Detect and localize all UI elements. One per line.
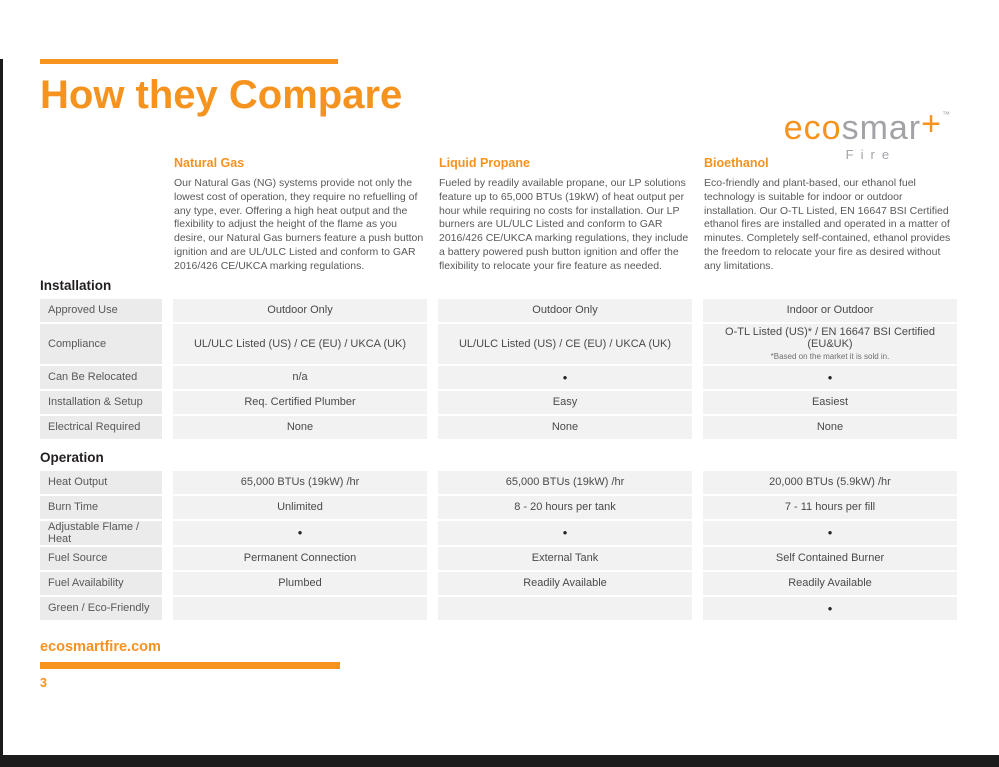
row-value <box>438 324 692 364</box>
row-value <box>703 496 957 519</box>
column-description: Eco-friendly and plant-based, our ethanol fuel technology is suitable for indoor or outdoor installation. Our O-TL Listed, EN 16647 BSI Certified ethanol fires are installed and operated in a matter of minutes. Completely self-contained, ethanol provides the freedom to relocate your fire as desired without any limitations. <box>704 177 951 272</box>
row-value <box>703 391 957 414</box>
row-value <box>703 521 957 545</box>
row-label: Fuel Availability <box>40 572 162 595</box>
row-value-text: 65,000 BTUs (19kW) /hr <box>240 476 360 489</box>
brand-logo <box>783 105 951 162</box>
row-value <box>173 366 427 389</box>
row-label: Approved Use <box>40 299 162 322</box>
row-value <box>173 572 427 595</box>
row-value-text: Permanent Connection <box>243 552 357 565</box>
brand-logo-smart: smar <box>841 109 922 147</box>
brand-logo-eco: eco <box>783 109 842 147</box>
trademark-symbol: ™ <box>942 110 951 119</box>
row-value <box>703 366 957 389</box>
row-value <box>703 597 957 620</box>
row-value-text: 65,000 BTUs (19kW) /hr <box>505 476 625 489</box>
row-label: Installation & Setup <box>40 391 162 414</box>
row-label: Green / Eco-Friendly <box>40 597 162 620</box>
row-value <box>173 521 427 545</box>
row-value-text: Readily Available <box>788 577 872 590</box>
row-value-footnote: *Based on the market it is sold in. <box>770 352 890 362</box>
row-value <box>438 416 692 439</box>
column-header: Liquid Propane <box>439 156 530 170</box>
row-value <box>173 597 427 620</box>
title-rule <box>40 59 338 64</box>
page-footer <box>40 639 958 690</box>
row-value-text: 20,000 BTUs (5.9kW) /hr <box>769 476 891 489</box>
document-page <box>0 59 999 690</box>
row-value-text: n/a <box>292 371 308 384</box>
row-value <box>438 521 692 545</box>
row-label: Electrical Required <box>40 416 162 439</box>
row-value-text: Indoor or Outdoor <box>786 304 874 317</box>
row-value <box>703 547 957 570</box>
plus-icon: + <box>921 105 942 143</box>
brand-logo-wordmark <box>783 105 951 147</box>
row-value <box>173 391 427 414</box>
row-value-text: • <box>562 525 568 541</box>
page-left-edge <box>0 59 3 767</box>
row-value-text: • <box>827 600 833 616</box>
row-value <box>703 416 957 439</box>
row-value-text: Req. Certified Plumber <box>244 396 356 409</box>
row-value <box>173 299 427 322</box>
row-value <box>703 299 957 322</box>
row-value-text: Readily Available <box>523 577 607 590</box>
row-label: Burn Time <box>40 496 162 519</box>
row-value-text: Plumbed <box>278 577 322 590</box>
row-label: Can Be Relocated <box>40 366 162 389</box>
row-value <box>173 416 427 439</box>
comparison-table <box>40 278 958 620</box>
row-value-text: • <box>562 369 568 385</box>
row-value <box>438 299 692 322</box>
row-value-text: None <box>551 421 579 434</box>
row-value-text: UL/ULC Listed (US) / CE (EU) / UKCA (UK) <box>193 337 407 350</box>
row-label: Fuel Source <box>40 547 162 570</box>
section-title: Operation <box>40 449 104 465</box>
page-title: How they Compare <box>40 73 403 117</box>
row-value <box>438 391 692 414</box>
row-value-text: Easy <box>552 396 578 409</box>
row-value-text: UL/ULC Listed (US) / CE (EU) / UKCA (UK) <box>458 337 672 350</box>
section-title: Installation <box>40 277 112 293</box>
row-value <box>173 496 427 519</box>
row-value-text: None <box>286 421 314 434</box>
section-rows <box>40 471 958 620</box>
row-value <box>173 471 427 494</box>
row-value-text: • <box>827 369 833 385</box>
row-label: Compliance <box>40 324 162 364</box>
row-value-text: • <box>827 525 833 541</box>
row-value <box>438 572 692 595</box>
row-value-text: Outdoor Only <box>267 304 333 317</box>
page-number: 3 <box>40 675 47 690</box>
row-value-text: Unlimited <box>277 501 323 514</box>
columns-grid <box>40 156 958 274</box>
section-rows <box>40 299 958 439</box>
column-header: Bioethanol <box>704 156 769 170</box>
row-value-text: None <box>816 421 844 434</box>
row-label: Adjustable Flame / Heat <box>40 521 162 545</box>
row-label: Heat Output <box>40 471 162 494</box>
row-value <box>703 572 957 595</box>
row-value-text: Self Contained Burner <box>775 552 885 565</box>
column-description-spacer <box>40 170 162 274</box>
column-header-spacer <box>40 156 162 170</box>
row-value-text: O-TL Listed (US)* / EN 16647 BSI Certified (EU&UK) <box>725 326 935 351</box>
row-value <box>438 597 692 620</box>
footer-rule <box>40 662 340 669</box>
row-value-text: 7 - 11 hours per fill <box>784 501 876 514</box>
row-value <box>438 471 692 494</box>
row-value <box>438 547 692 570</box>
row-value <box>173 324 427 364</box>
row-value-text: External Tank <box>531 552 599 565</box>
row-value-text: • <box>297 525 303 541</box>
row-value-text: Outdoor Only <box>532 304 598 317</box>
row-value-text: Easiest <box>811 396 849 409</box>
brand-logo-subtitle: Fire <box>845 147 897 162</box>
page-bottom-edge <box>0 755 999 767</box>
column-description: Fueled by readily available propane, our LP solutions feature up to 65,000 BTUs (19kW) of heat output per hour while requiring no costs for installation. Our LP burners are UL/ULC Listed and conform to GAR 2016/426 CE/UKCA marking regulations, they include a battery powered push button ignition and offer the flexibility to relocate your fire feature as needed. <box>439 177 689 272</box>
column-header: Natural Gas <box>174 156 245 170</box>
row-value <box>703 324 957 364</box>
row-value <box>173 547 427 570</box>
row-value <box>438 496 692 519</box>
row-value <box>703 471 957 494</box>
row-value-text: 8 - 20 hours per tank <box>514 501 616 514</box>
column-description: Our Natural Gas (NG) systems provide not only the lowest cost of operation, they require no refuelling of any type, ever. Offering a high heat output and the flexibility to adjust the height of the flame as you desire, our Natural Gas burners feature a push button ignition and are UL/ULC Listed and conform to GAR 2016/426 CE/UKCA marking regulations. <box>174 177 424 272</box>
website-link[interactable]: ecosmartfire.com <box>40 638 161 655</box>
row-value <box>438 366 692 389</box>
